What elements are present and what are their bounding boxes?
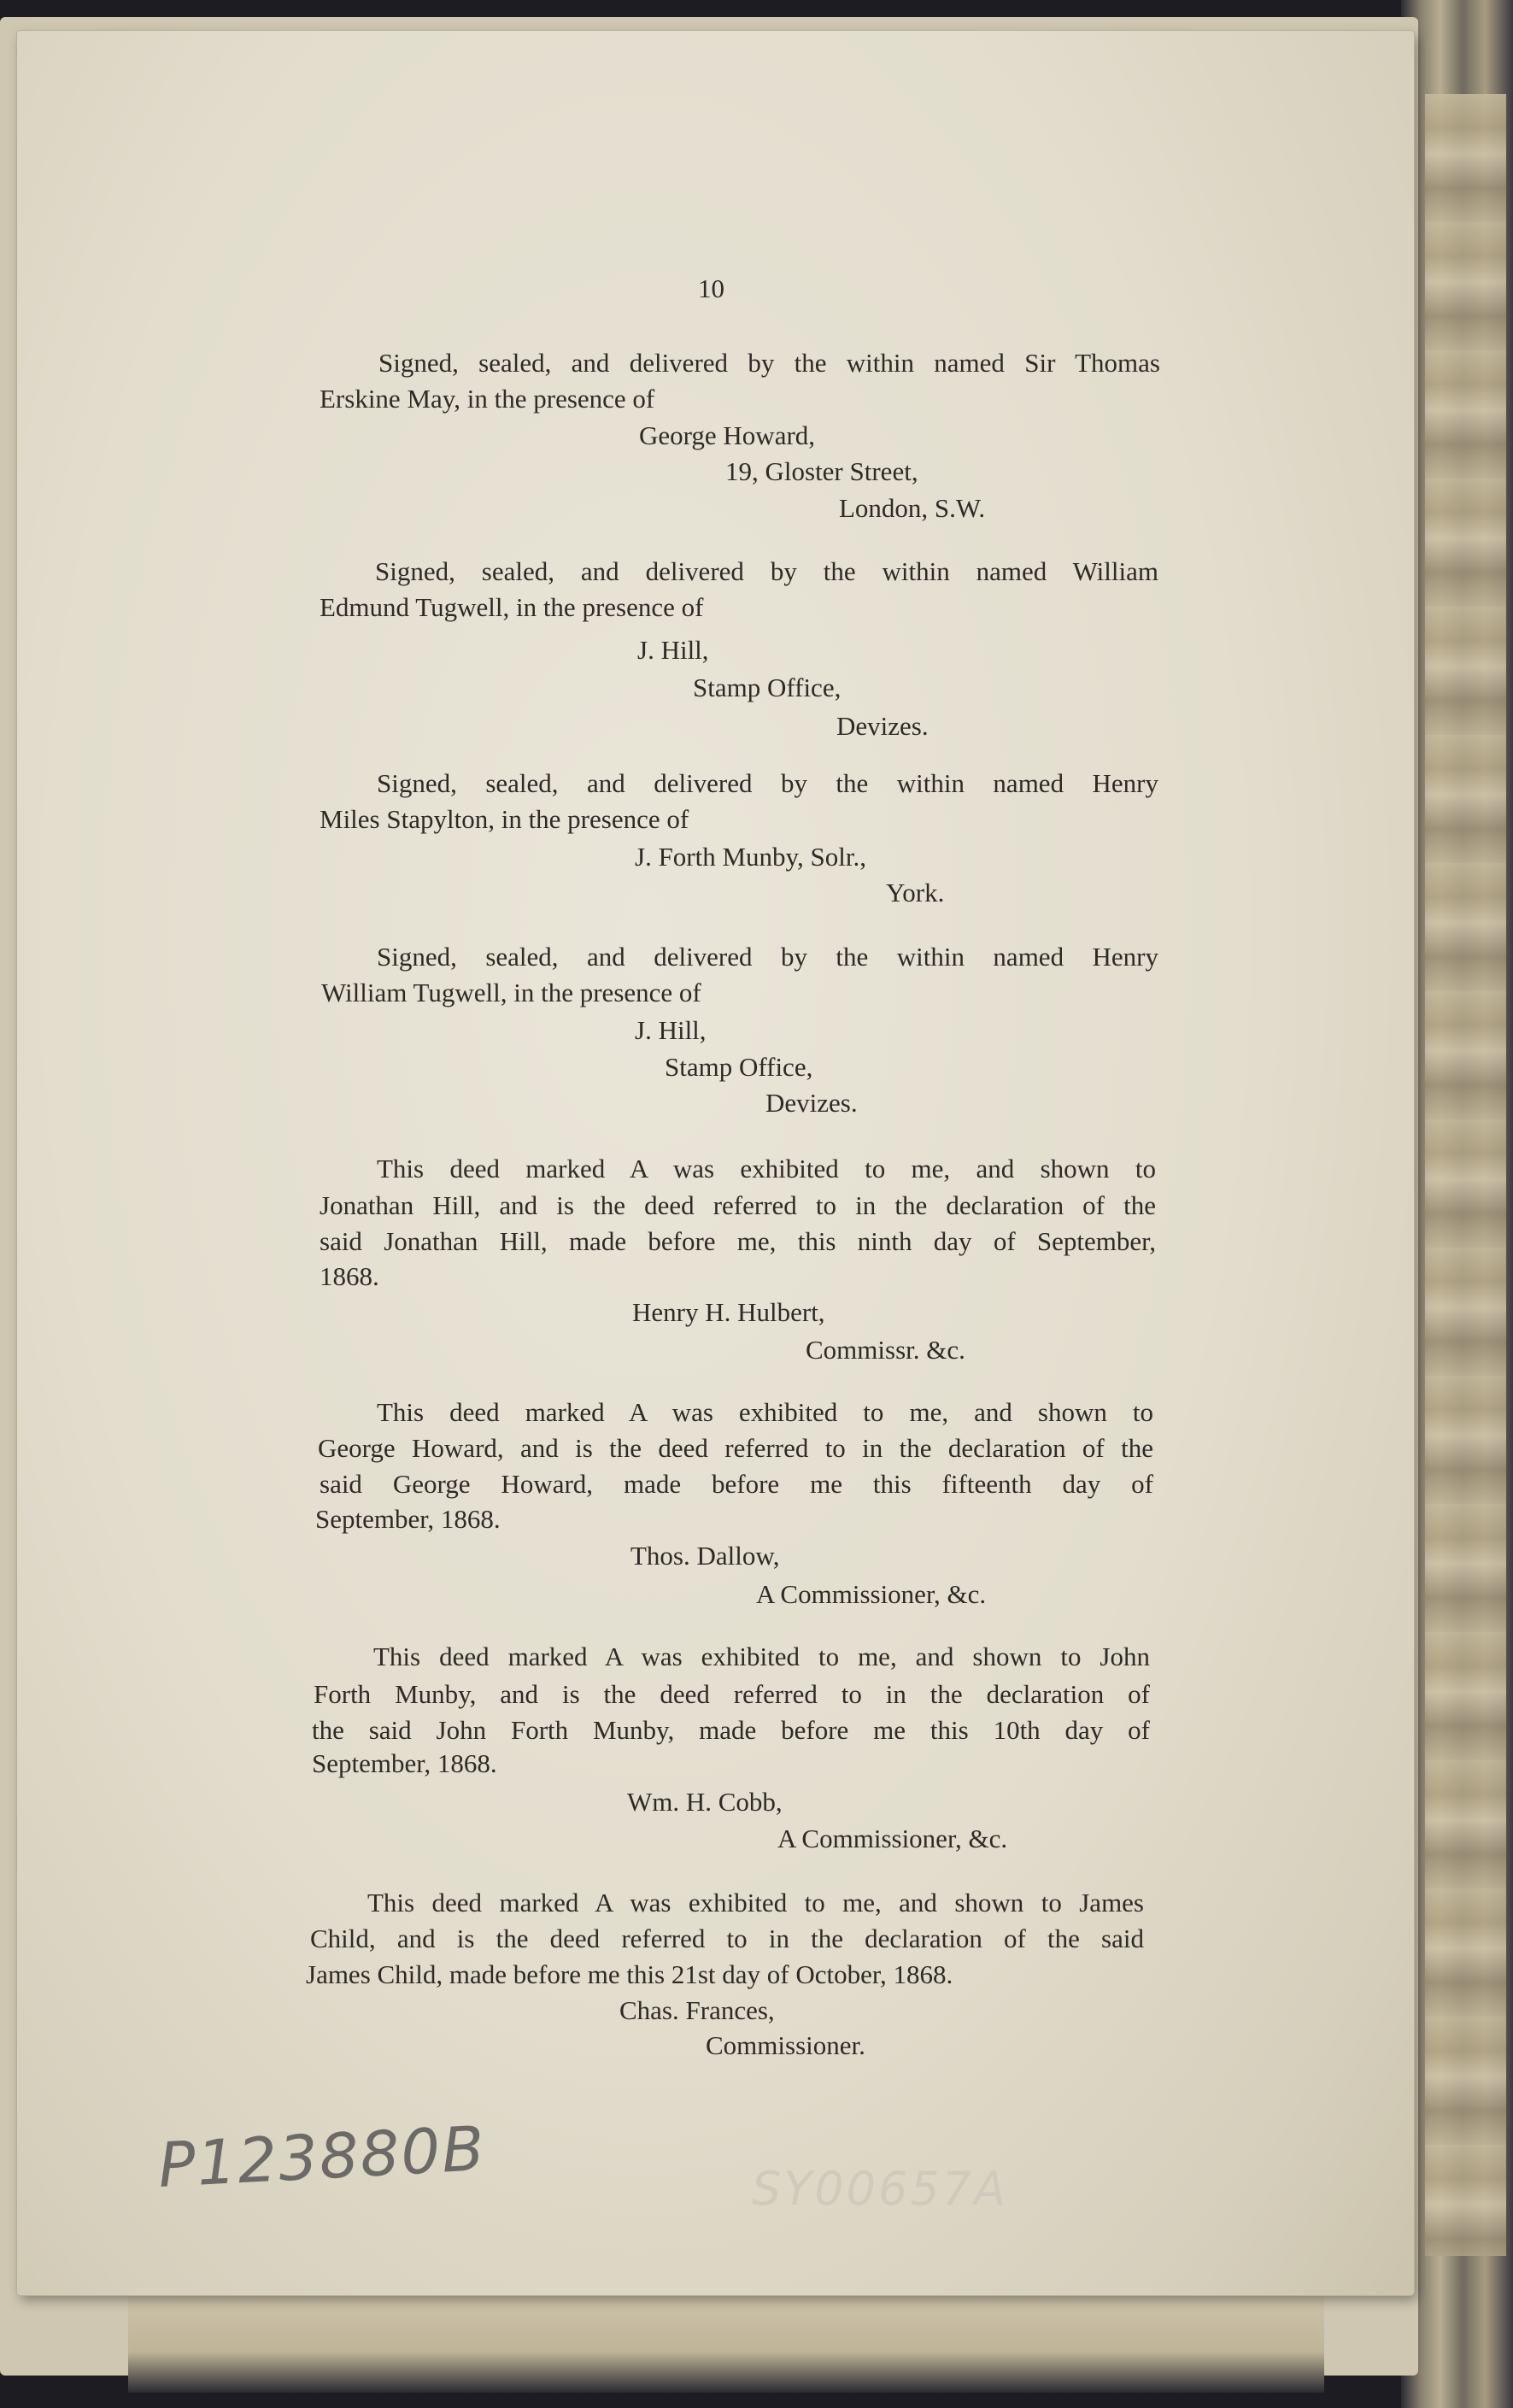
block-8-signer-name: Chas. Frances,: [619, 1995, 775, 2025]
block-4-line-1: Signed, sealed, and delivered by the within named Henry: [377, 942, 1158, 972]
block-7-signer-title: A Commissioner, &c.: [777, 1824, 1008, 1853]
block-2-line-1: Signed, sealed, and delivered by the within named William: [375, 556, 1158, 586]
block-6-line-3: said George Howard, made before me this fifteenth day of: [320, 1469, 1153, 1499]
block-2-witness-office: Stamp Office,: [693, 672, 842, 702]
block-1-witness-address: 19, Gloster Street,: [725, 456, 918, 486]
block-8-line-2: Child, and is the deed referred to in the declaration of the said: [310, 1923, 1144, 1953]
block-3-line-1: Signed, sealed, and delivered by the within named Henry: [377, 768, 1158, 798]
block-2-line-2: Edmund Tugwell, in the presence of: [320, 592, 704, 622]
block-2-witness-town: Devizes.: [836, 711, 929, 741]
block-5-line-3: said Jonathan Hill, made before me, this ninth day of September,: [320, 1226, 1156, 1256]
block-6-line-2: George Howard, and is the deed referred to in the declaration of the: [318, 1433, 1153, 1463]
binding-torn-strip: [1425, 94, 1506, 2256]
block-5-line-1: This deed marked A was exhibited to me, and shown to: [377, 1154, 1156, 1183]
block-8-signer-title: Commissioner.: [706, 2030, 865, 2060]
block-3-witness-name: J. Forth Munby, Solr.,: [635, 842, 867, 872]
block-4-witness-name: J. Hill,: [635, 1015, 707, 1045]
block-1-line-1: Signed, sealed, and delivered by the within named Sir Thomas: [378, 348, 1160, 378]
page-bottom-fringe: [128, 2290, 1324, 2393]
block-5-signer-title: Commissr. &c.: [806, 1335, 965, 1365]
block-3-line-2: Miles Stapylton, in the presence of: [320, 804, 689, 834]
block-4-witness-office: Stamp Office,: [665, 1052, 813, 1082]
block-3-witness-town: York.: [886, 878, 945, 907]
block-1-line-2: Erskine May, in the presence of: [320, 384, 655, 414]
block-6-line-1: This deed marked A was exhibited to me, and shown to: [377, 1397, 1153, 1427]
block-2-witness-name: J. Hill,: [637, 635, 709, 665]
block-6-signer-title: A Commissioner, &c.: [756, 1579, 987, 1609]
block-8-line-1: This deed marked A was exhibited to me, and shown to James: [367, 1888, 1144, 1918]
faint-pencil-mark: SY00657A: [752, 2162, 1008, 2216]
block-1-witness-name: George Howard,: [639, 420, 816, 450]
block-5-line-4: 1868.: [320, 1261, 379, 1291]
block-7-signer-name: Wm. H. Cobb,: [627, 1787, 783, 1817]
block-7-line-3: the said John Forth Munby, made before me this 10th day of: [312, 1715, 1150, 1745]
page-number: 10: [698, 273, 724, 303]
block-1-witness-city: London, S.W.: [839, 493, 986, 523]
block-6-signer-name: Thos. Dallow,: [630, 1541, 780, 1571]
block-8-line-3: James Child, made before me this 21st day of October, 1868.: [306, 1959, 953, 1989]
block-4-witness-town: Devizes.: [765, 1088, 858, 1118]
handwritten-accession-number: P123880B: [156, 2112, 488, 2201]
block-6-line-4: September, 1868.: [315, 1504, 501, 1534]
block-7-line-4: September, 1868.: [312, 1748, 497, 1778]
block-5-line-2: Jonathan Hill, and is the deed referred to in the declaration of the: [320, 1190, 1156, 1220]
block-7-line-1: This deed marked A was exhibited to me, and shown to John: [373, 1642, 1150, 1671]
block-5-signer-name: Henry H. Hulbert,: [632, 1297, 825, 1327]
block-7-line-2: Forth Munby, and is the deed referred to in the declaration of: [314, 1679, 1150, 1709]
block-4-line-2: William Tugwell, in the presence of: [321, 978, 701, 1007]
